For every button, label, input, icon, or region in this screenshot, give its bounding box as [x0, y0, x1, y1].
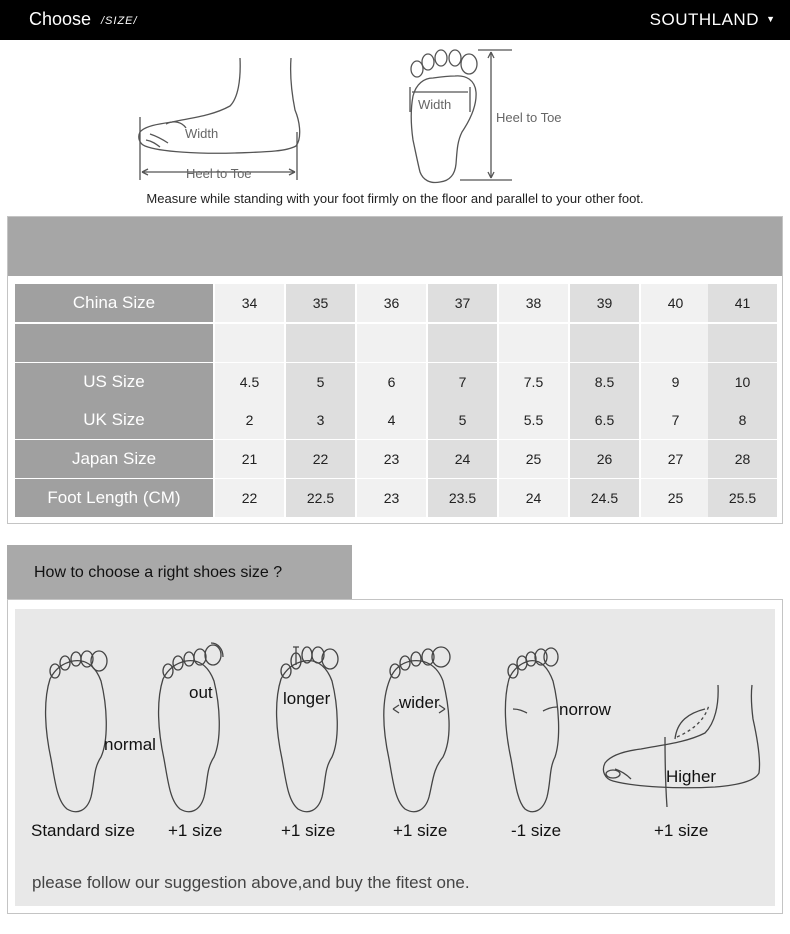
side-length-label: Heel to Toe	[186, 166, 252, 181]
table-cell: 8.5	[570, 363, 639, 401]
size-chart	[7, 216, 783, 524]
table-cell: 28	[708, 440, 777, 478]
measure-note: Measure while standing with your foot firmly on the floor and parallel to your other foot.	[146, 191, 644, 206]
table-cell: 27	[641, 440, 710, 478]
foot-label: longer	[283, 689, 331, 708]
brand-menu[interactable]: SOUTHLAND	[649, 10, 759, 29]
table-row	[15, 363, 777, 401]
table-cell: 7	[641, 401, 710, 439]
table-cell: 5.5	[499, 401, 568, 439]
table-cell: 7.5	[499, 363, 568, 401]
table-cell: 24.5	[570, 479, 639, 517]
table-cell: 8	[708, 401, 777, 439]
table-cell: 39	[570, 284, 639, 322]
table-cell	[357, 324, 426, 362]
foot-label: norrow	[559, 700, 611, 719]
table-cell	[499, 324, 568, 362]
size-advice: -1 size	[511, 821, 562, 840]
table-cell	[286, 324, 355, 362]
table-cell: 22	[286, 440, 355, 478]
foot-outline-icon	[0, 40, 790, 215]
row-label: Japan Size	[15, 440, 213, 478]
table-cell: 7	[428, 363, 497, 401]
table-cell	[708, 324, 777, 362]
foot-label: Higher	[666, 767, 717, 786]
guide-inner	[15, 609, 775, 906]
table-cell: 24	[428, 440, 497, 478]
foot-label: wider	[399, 693, 440, 712]
table-row	[15, 440, 777, 478]
table-cell	[641, 324, 710, 362]
table-cell: 23	[357, 479, 426, 517]
table-row	[15, 479, 777, 517]
size-advice: +1 size	[654, 821, 709, 840]
row-label: China Size	[15, 284, 213, 322]
table-cell: 10	[708, 363, 777, 401]
table-cell	[428, 324, 497, 362]
table-cell: 9	[641, 363, 710, 401]
table-cell: 6.5	[570, 401, 639, 439]
feet-shape-icon	[15, 609, 775, 906]
table-cell: 22	[215, 479, 284, 517]
table-cell: 24	[499, 479, 568, 517]
advice-text: please follow our suggestion above,and buy the fitest one.	[32, 873, 470, 892]
header-subtitle: /SIZE/	[101, 15, 138, 27]
size-advice: +1 size	[168, 821, 223, 840]
table-cell: 26	[570, 440, 639, 478]
size-advice: Standard size	[31, 821, 135, 840]
table-cell: 36	[357, 284, 426, 322]
table-cell: 4	[357, 401, 426, 439]
guide-tab	[7, 545, 352, 599]
table-cell: 38	[499, 284, 568, 322]
table-cell: 22.5	[286, 479, 355, 517]
foot-label: normal	[104, 735, 156, 754]
table-cell: 23.5	[428, 479, 497, 517]
table-cell	[570, 324, 639, 362]
guide-heading: How to choose a right shoes size ?	[34, 564, 283, 581]
table-cell: 25.5	[708, 479, 777, 517]
table-cell: 25	[499, 440, 568, 478]
table-row	[15, 324, 777, 362]
foot-label: out	[189, 683, 213, 702]
size-advice: +1 size	[281, 821, 336, 840]
header-title: Choose	[29, 9, 92, 29]
row-label	[15, 324, 213, 362]
table-cell	[215, 324, 284, 362]
row-label: Foot Length (CM)	[15, 479, 213, 517]
table-row	[15, 401, 777, 439]
table-cell: 5	[428, 401, 497, 439]
table-cell: 40	[641, 284, 710, 322]
side-width-label: Width	[185, 126, 219, 141]
table-cell: 34	[215, 284, 284, 322]
table-row	[15, 284, 777, 322]
size-advice: +1 size	[393, 821, 448, 840]
top-width-label: Width	[418, 97, 452, 112]
table-cell: 6	[357, 363, 426, 401]
table-cell: 5	[286, 363, 355, 401]
table-cell: 3	[286, 401, 355, 439]
top-length-label: Heel to Toe	[496, 110, 562, 125]
table-cell: 41	[708, 284, 777, 322]
table-cell: 25	[641, 479, 710, 517]
chevron-down-icon[interactable]: ▼	[766, 14, 775, 24]
row-label: UK Size	[15, 401, 213, 439]
measure-diagram	[0, 40, 790, 215]
guide-panel	[7, 599, 783, 914]
table-cell: 23	[357, 440, 426, 478]
row-label: US Size	[15, 363, 213, 401]
table-cell: 2	[215, 401, 284, 439]
table-cell: 4.5	[215, 363, 284, 401]
table-cell: 35	[286, 284, 355, 322]
chart-header-band	[8, 217, 782, 276]
header-bar	[0, 0, 790, 40]
table-cell: 21	[215, 440, 284, 478]
table-cell: 37	[428, 284, 497, 322]
